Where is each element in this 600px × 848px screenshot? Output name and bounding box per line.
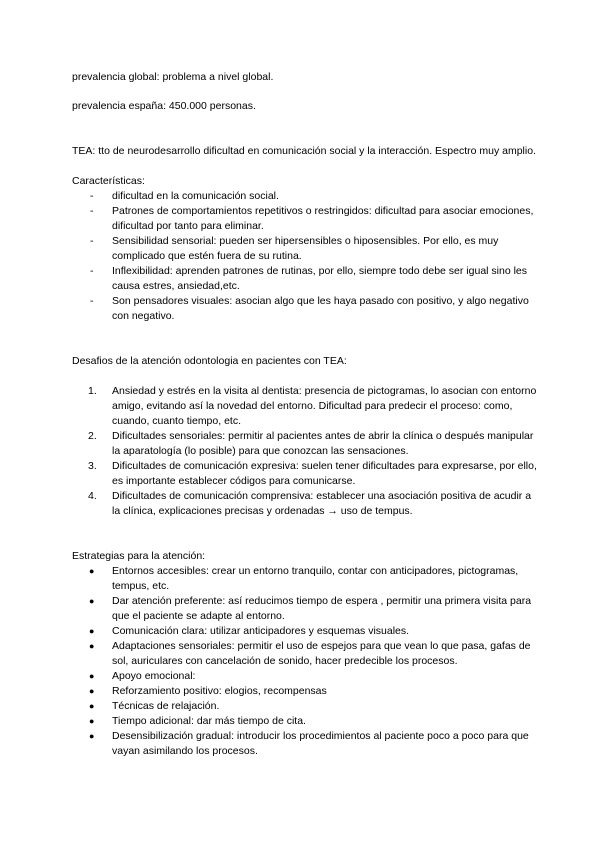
dash-marker: - xyxy=(90,205,94,217)
dash-marker: - xyxy=(90,190,94,202)
list-item-text: Dificultades sensoriales: permitir al pacientes antes de abrir la clínica o después manipular la aparatología (lo posible) para que conozcan las sensaciones. xyxy=(112,430,534,457)
dash-marker: - xyxy=(90,235,94,247)
list-item-text: Comunicación clara: utilizar anticipadores y esquemas visuales. xyxy=(112,625,410,637)
list-item xyxy=(72,624,540,639)
bullet-marker: ● xyxy=(89,686,95,696)
bullet-marker: ● xyxy=(89,716,95,726)
list-item xyxy=(72,669,540,684)
list-item xyxy=(72,234,540,264)
estrategias-list xyxy=(72,564,540,759)
list-item xyxy=(72,729,540,759)
list-item xyxy=(72,459,540,489)
estrategias-heading: Estrategias para la atención: xyxy=(72,550,206,562)
list-item-text: Dificultades de comunicación comprensiva: establecer una asociación positiva de acudir a la clínica, explicaciones precisas y ordenadas → uso de tempus. xyxy=(112,490,532,517)
number-marker: 3. xyxy=(88,460,97,472)
list-item-text: Técnicas de relajación. xyxy=(112,700,220,712)
list-item-text: Reforzamiento positivo: elogios, recompensas xyxy=(112,685,327,697)
list-item xyxy=(72,699,540,714)
list-item-text: dificultad en la comunicación social. xyxy=(112,190,279,202)
list-item xyxy=(72,594,540,624)
bullet-marker: ● xyxy=(89,596,95,606)
list-item-text: Dar atención preferente: así reducimos tiempo de espera , permitir una primera visita para que el paciente se adapte al entorno. xyxy=(112,595,532,622)
list-item-text: Desensibilización gradual: introducir los procedimientos al paciente poco a poco para que vayan asimilando los procesos. xyxy=(112,730,529,757)
list-item xyxy=(72,294,540,324)
list-item-text: Inflexibilidad: aprenden patrones de rutinas, por ello, siempre todo debe ser igual sino les causa estres, ansiedad,etc. xyxy=(112,265,528,292)
bullet-marker: ● xyxy=(89,731,95,741)
bullet-marker: ● xyxy=(89,701,95,711)
desafios-list xyxy=(72,384,540,519)
dash-marker: - xyxy=(90,295,94,307)
list-item xyxy=(72,714,540,729)
desafios-heading: Desafios de la atención odontologia en pacientes con TEA: xyxy=(72,355,347,367)
list-item xyxy=(72,189,540,204)
number-marker: 1. xyxy=(88,385,97,397)
list-item-text: Tiempo adicional: dar más tiempo de cita. xyxy=(112,715,306,727)
list-item-text: Dificultades de comunicación expresiva: suelen tener dificultades para expresarse, por ello, es importante establecer códigos para comunicarse. xyxy=(112,460,537,487)
caracteristicas-list xyxy=(72,189,540,324)
list-item-text: Entornos accesibles: crear un entorno tranquilo, contar con anticipadores, pictogramas, tempus, etc. xyxy=(112,565,519,592)
list-item-text: Apoyo emocional: xyxy=(112,670,196,682)
prevalence-global-line: prevalencia global: problema a nivel global. xyxy=(72,71,274,83)
caracteristicas-heading: Características: xyxy=(72,175,145,187)
list-item xyxy=(72,429,540,459)
number-marker: 4. xyxy=(88,490,97,502)
bullet-marker: ● xyxy=(89,671,95,681)
list-item xyxy=(72,564,540,594)
list-item xyxy=(72,489,540,519)
bullet-marker: ● xyxy=(89,626,95,636)
list-item-text: Patrones de comportamientos repetitivos o restringidos: dificultad para asociar emociones, dificultad por tanto para eliminar. xyxy=(112,205,534,232)
list-item xyxy=(72,384,540,429)
bullet-marker: ● xyxy=(89,566,95,576)
list-item-text: Adaptaciones sensoriales: permitir el uso de espejos para que vean lo que pasa, gafas de sol, auriculares con cancelación de sonido, hacer predecible los procesos. xyxy=(112,640,531,667)
list-item xyxy=(72,264,540,294)
list-item xyxy=(72,684,540,699)
list-item xyxy=(72,639,540,669)
list-item-text: Son pensadores visuales: asocian algo que les haya pasado con positivo, y algo negativo con negativo. xyxy=(112,295,529,322)
list-item-text: Sensibilidad sensorial: pueden ser hipersensibles o hiposensibles. Por ello, es muy complicado que estén fuera de su rutina. xyxy=(112,235,499,262)
bullet-marker: ● xyxy=(89,641,95,651)
tea-definition: TEA: tto de neurodesarrollo dificultad en comunicación social y la interacción. Espectro muy amplio. xyxy=(72,145,536,157)
list-item-text: Ansiedad y estrés en la visita al dentista: presencia de pictogramas, lo asocian con entorno amigo, evitando así la novedad del entorno. Dificultad para predecir el proceso: como, cuando, cuanto tiempo, etc. xyxy=(112,385,537,427)
list-item xyxy=(72,204,540,234)
number-marker: 2. xyxy=(88,430,97,442)
dash-marker: - xyxy=(90,265,94,277)
prevalence-spain-line: prevalencia españa: 450.000 personas. xyxy=(72,100,256,112)
